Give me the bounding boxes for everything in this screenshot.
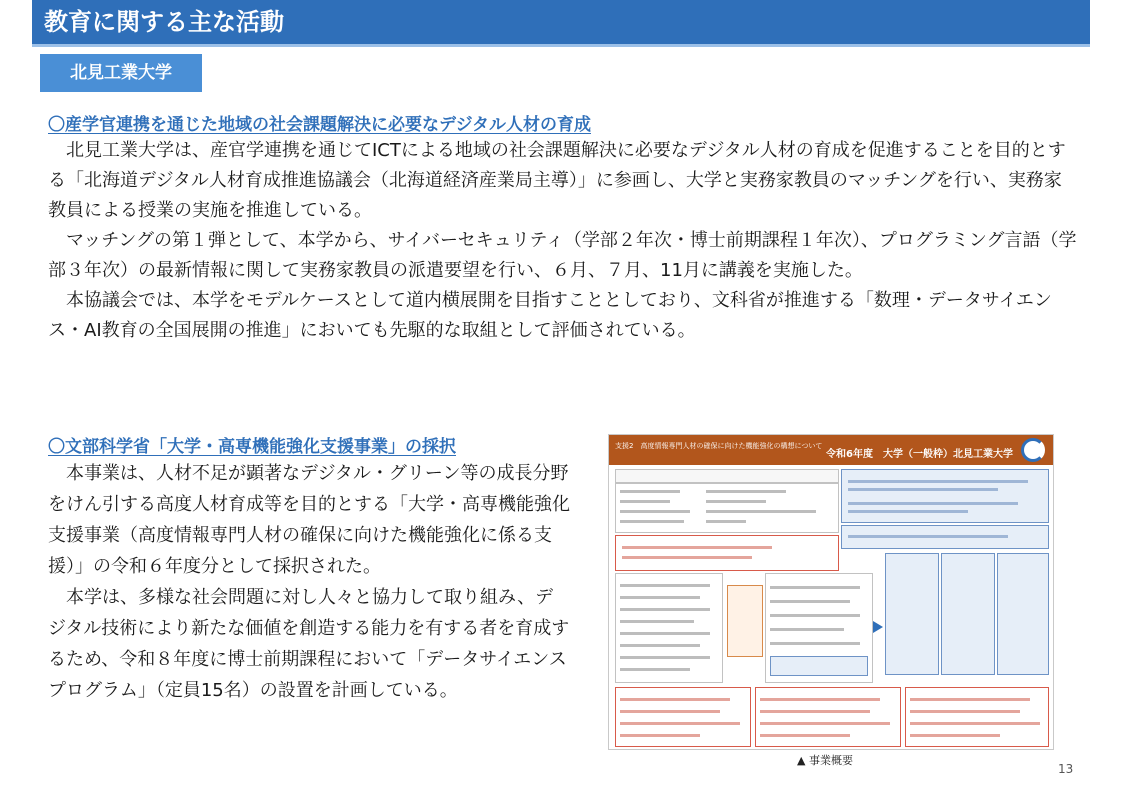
- section1-paragraph: 本協議会では、本学をモデルケースとして道内横展開を目指すこととしており、文科省が推進する「数理・データサイエンス・AI教育の全国展開の推進」においても先駆的な取組として評価されている。: [48, 290, 1052, 341]
- section2-paragraph: 本学は、多様な社会問題に対し人々と協力して取り組み、デジタル技術により新たな価値を創造する能力を有する者を育成するため、令和８年度に博士前期課程において「データサイエンスプログラム」（定員15名）の設置を計画している。: [48, 587, 570, 701]
- figure-target-talent-box: [841, 525, 1049, 549]
- figure-header: [609, 435, 1053, 465]
- header-divider: [32, 44, 1090, 47]
- section2-paragraph: 本事業は、人材不足が顕著なデジタル・グリーン等の成長分野をけん引する高度人材育成等を目的とする「大学・高専機能強化支援事業（高度情報専門人材の確保に向けた機能強化に係る支援）」の令和６年度分として採択された。: [48, 463, 570, 577]
- figure-undergrad-list: [615, 573, 723, 683]
- section2-title: 〇文部科学省「大学・高専機能強化支援事業」の採択: [48, 437, 456, 457]
- figure-business-name-row: [615, 469, 839, 483]
- figure-concept-box: [615, 535, 839, 571]
- university-tab: 北見工業大学: [40, 54, 202, 92]
- section2-body: [48, 458, 570, 706]
- figure-industry-box-1: [885, 553, 939, 675]
- section1-paragraph: 北見工業大学は、産官学連携を通じてICTによる地域の社会課題解決に必要なデジタル人材の育成を促進することを目的とする「北海道デジタル人材育成推進協議会（北海道経済産業局主導）」に参画し、大学と実務家教員のマッチングを行い、実務家教員による授業の実施を推進している。: [48, 140, 1066, 221]
- figure-industry-box-2: [941, 553, 995, 675]
- university-logo-icon: [1021, 438, 1045, 462]
- figure-arrow-icon: [873, 621, 883, 633]
- figure-regional-needs-box: [841, 469, 1049, 523]
- figure-basic-info-table: [615, 483, 839, 533]
- section1-paragraph: マッチングの第１弾として、本学から、サイバーセキュリティ（学部２年次・博士前期課程１年次）、プログラミング言語（学部３年次）の最新情報に関して実務家教員の派遣要望を行い、６月、７月、11月に講義を実施した。: [48, 230, 1077, 281]
- page-number: 13: [1058, 762, 1074, 776]
- section1-title: 〇産学官連携を通じた地域の社会課題解決に必要なデジタル人材の育成: [48, 115, 591, 135]
- section1-body: [48, 136, 1078, 346]
- figure-header-right: 令和6年度 大学（一般枠）北見工業大学: [826, 449, 1013, 460]
- page-title: 教育に関する主な活動: [44, 8, 284, 36]
- figure-transition-box: [727, 585, 763, 657]
- figure-caption: ▲ 事業概要: [797, 754, 853, 767]
- figure-header-left: 支援2 高度情報専門人材の確保に向けた機能強化の構想について: [615, 442, 823, 450]
- figure-bottom-box-1: [615, 687, 751, 747]
- figure-bottom-box-2: [755, 687, 901, 747]
- page-header: [32, 0, 1090, 44]
- figure-graduate-list: [765, 573, 873, 683]
- figure-bottom-box-3: [905, 687, 1049, 747]
- figure-industry-box-3: [997, 553, 1049, 675]
- project-overview-figure: [608, 434, 1054, 750]
